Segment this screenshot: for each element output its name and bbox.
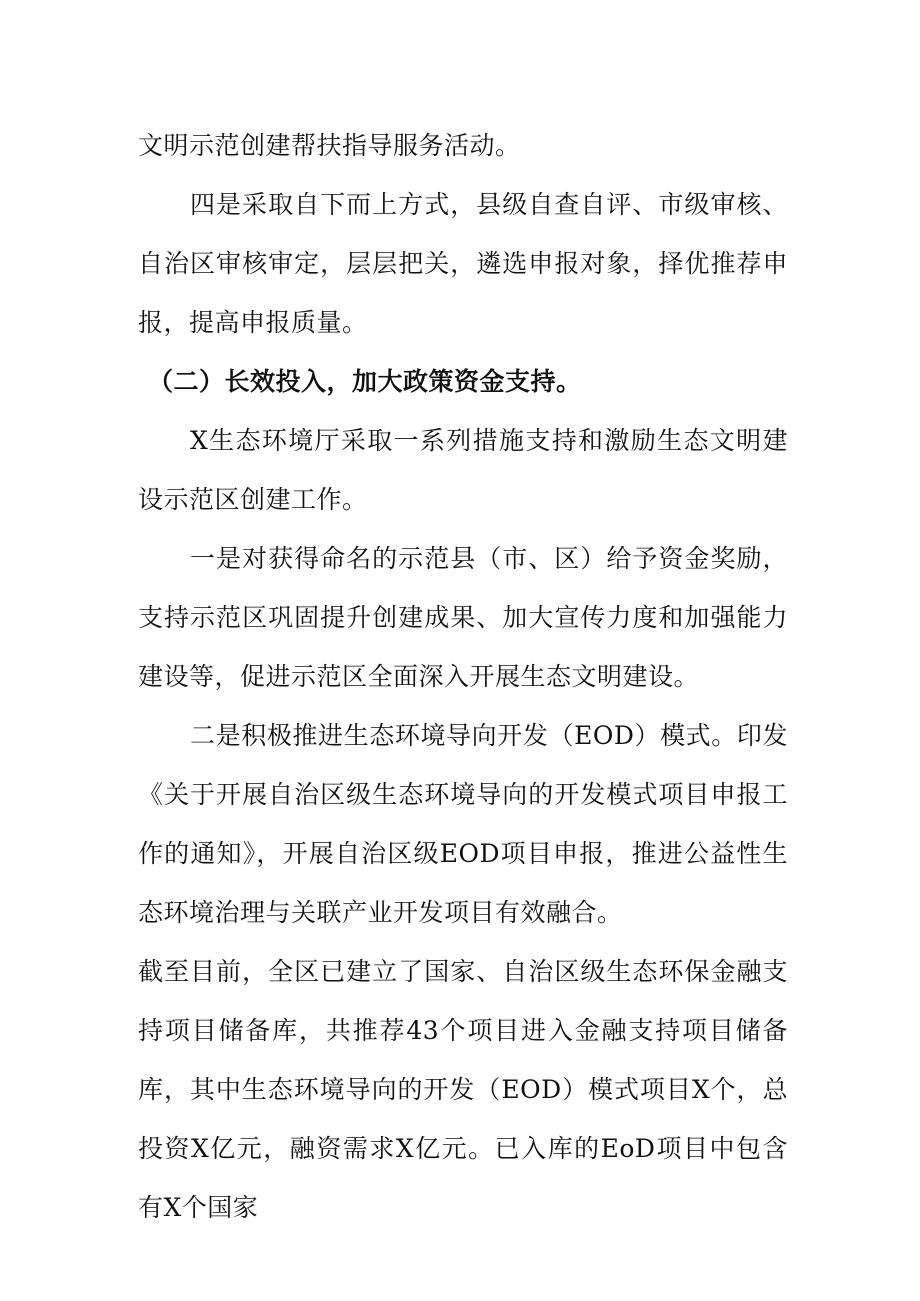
paragraph-continuation: 文明示范创建帮扶指导服务活动。 xyxy=(138,131,521,160)
paragraph-point-one: 一是对获得命名的示范县（市、区）给予资金奖励，支持示范区巩固提升创建成果、加大宣传力度和加强能力建设等，促进示范区全面深入开展生态文明建设。 xyxy=(138,544,788,691)
paragraph-point-two: 二是积极推进生态环境导向开发（EOD）模式。印发《关于开展自治区级生态环境导向的开发模式项目申报工作的通知》，开展自治区级EOD项目申报，推进公益性生态环境治理与关联产业开发项目有效融合。 xyxy=(138,721,788,927)
paragraph-status: 截至目前，全区已建立了国家、自治区级生态环保金融支持项目储备库，共推荐43个项目进入金融支持项目储备库，其中生态环境导向的开发（EOD）模式项目X个，总投资X亿元，融资需求X亿元。已入库的EoD项目中包含有X个国家 xyxy=(138,957,788,1222)
document-body xyxy=(138,116,788,1237)
paragraph-point-four: 四是采取自下而上方式，县级自查自评、市级审核、自治区审核审定，层层把关，遴选申报对象，择优推荐申报，提高申报质量。 xyxy=(138,190,788,337)
paragraph-intro: X生态环境厅采取一系列措施支持和激励生态文明建设示范区创建工作。 xyxy=(138,426,788,514)
section-heading: （二）长效投入，加大政策资金支持。 xyxy=(148,367,582,396)
